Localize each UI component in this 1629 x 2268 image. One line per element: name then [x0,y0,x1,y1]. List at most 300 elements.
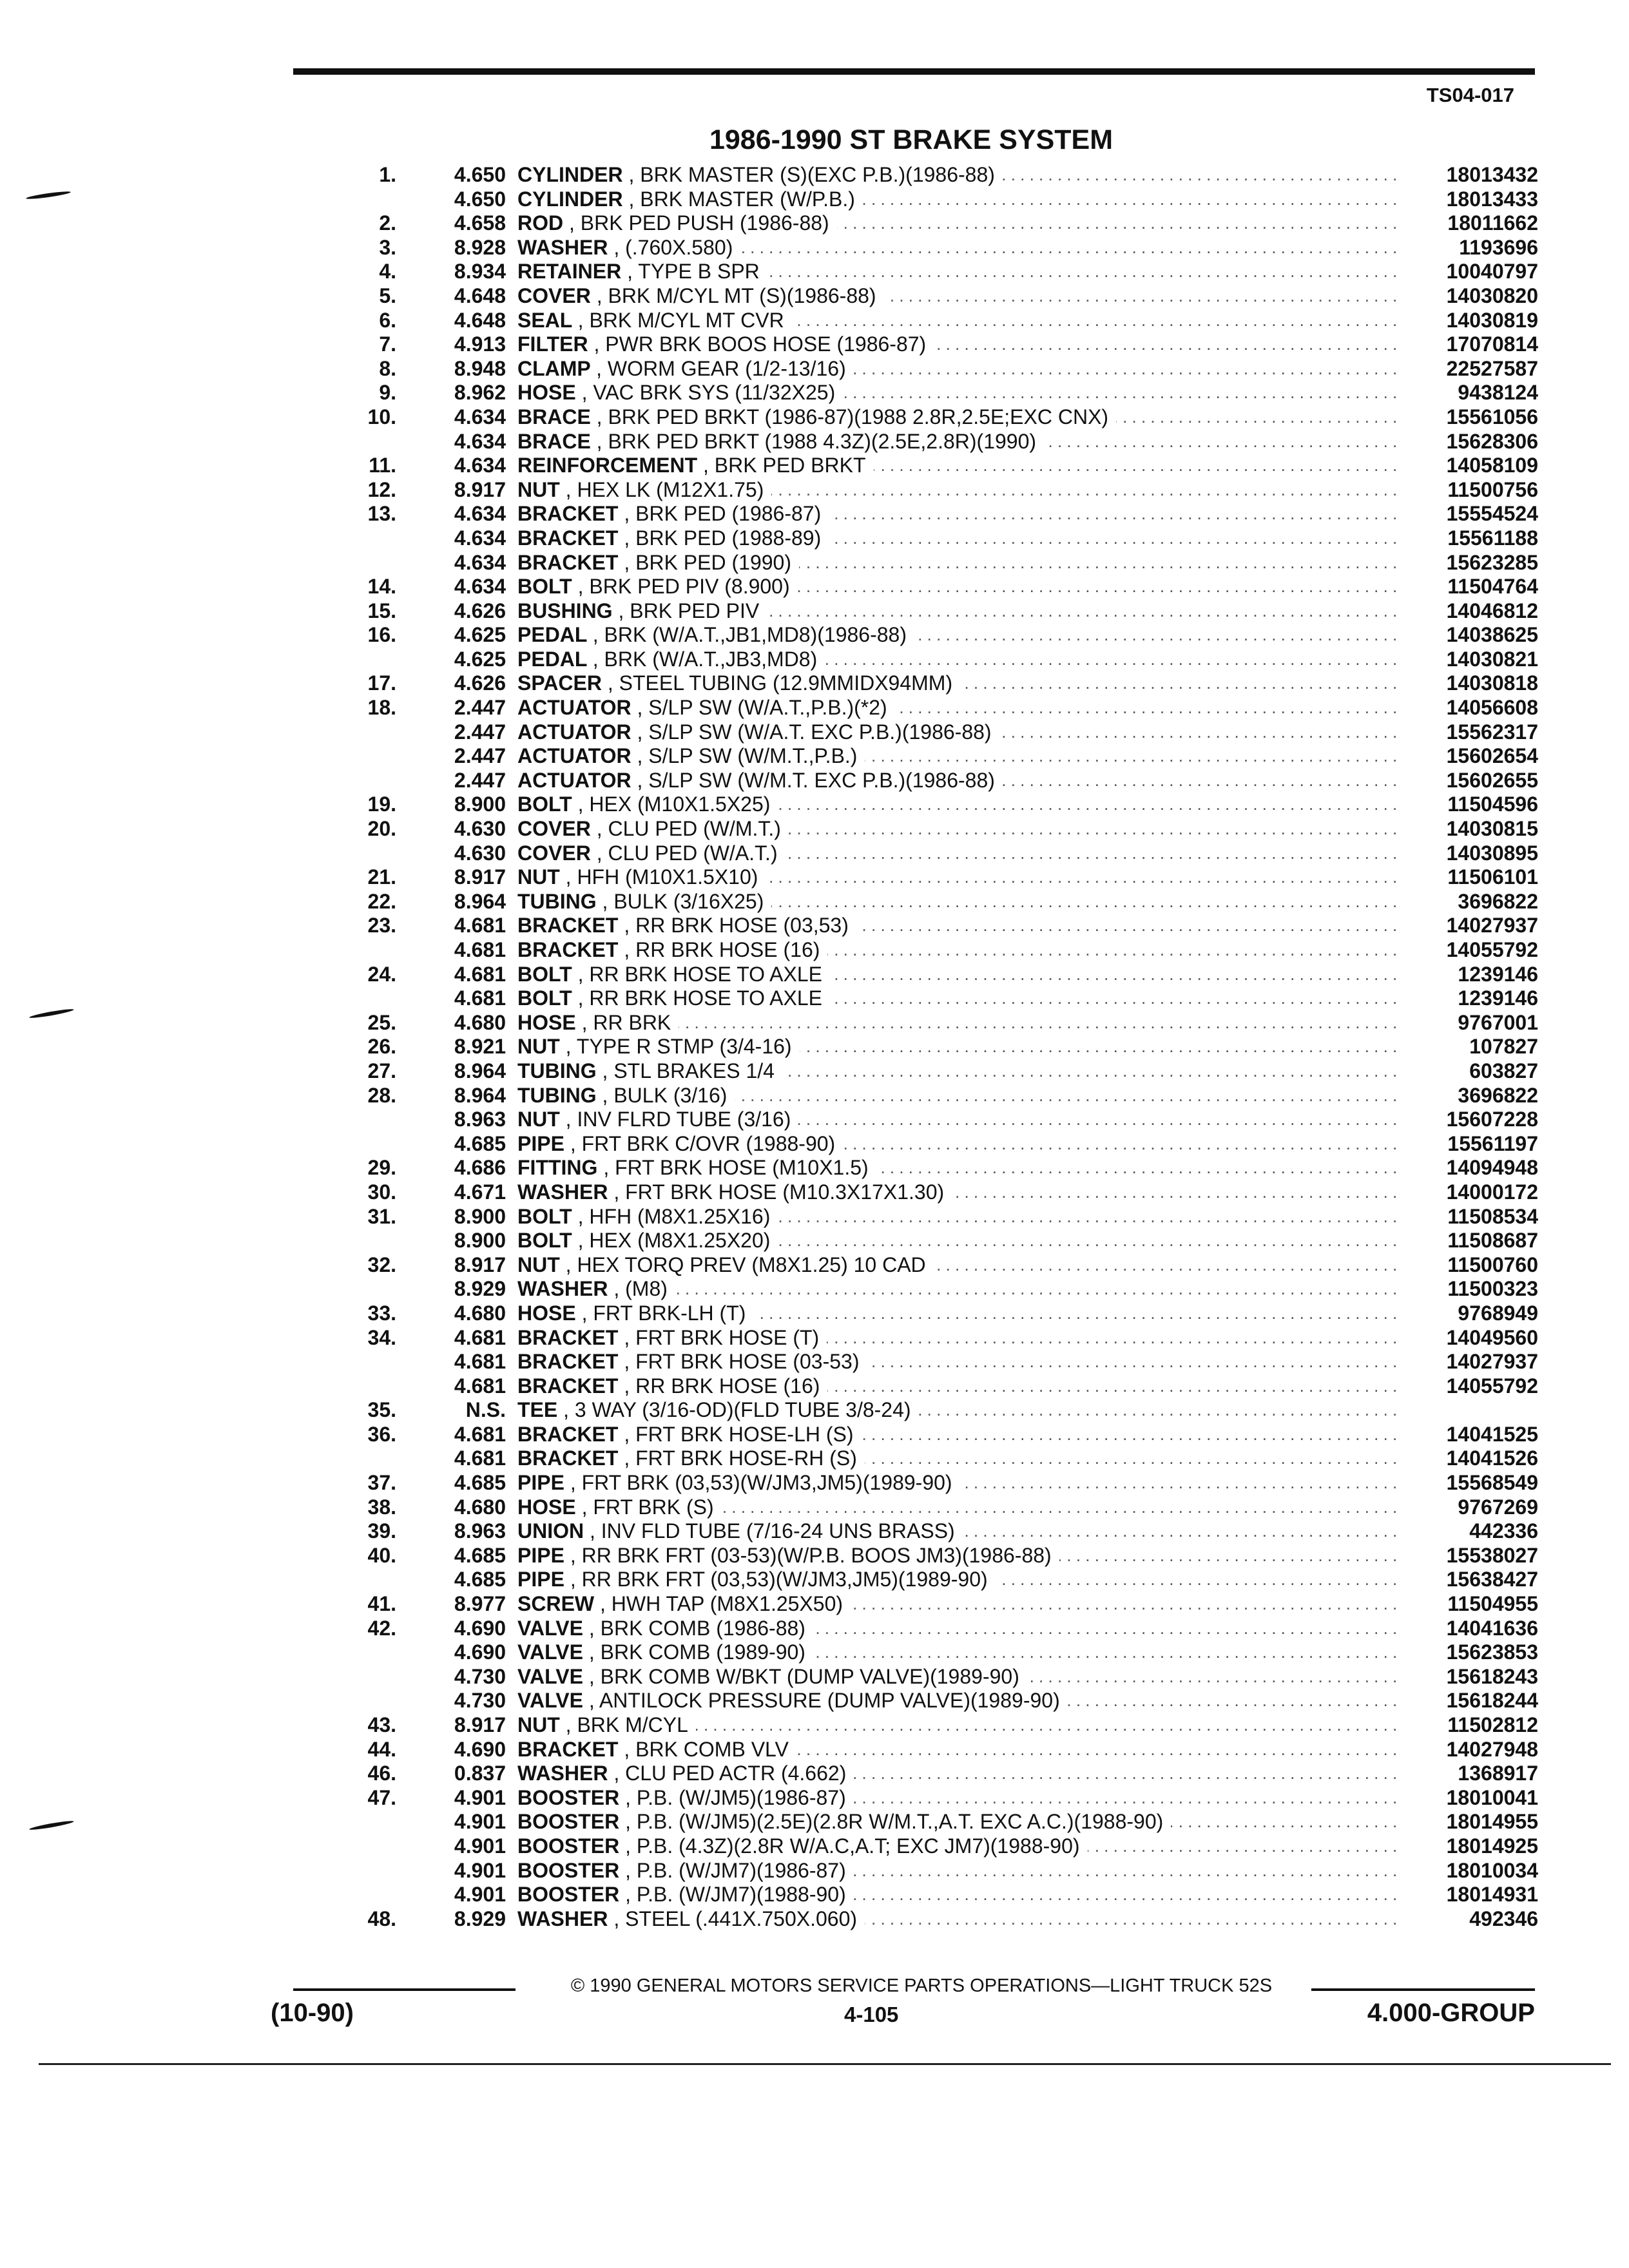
part-detail: , FRT BRK HOSE (M10X1.5) [603,1156,869,1180]
item-number: 44. [367,1737,396,1761]
part-description [517,1229,1396,1253]
part-description [517,865,1396,890]
parts-row [332,599,1538,624]
part-noun: PIPE [517,1131,564,1155]
group-number: 4.901 [454,1810,506,1834]
group-number: 8.917 [454,477,506,501]
item-number: 29. [367,1156,396,1180]
part-description [517,671,1396,696]
part-noun: BRACKET [517,1350,619,1374]
part-description [517,236,1396,260]
part-detail: , FRT BRK HOSE (03-53) [624,1350,860,1374]
part-number: 11504596 [1447,793,1538,816]
part-description [517,381,1396,405]
group-number: 4.625 [454,623,506,647]
part-description [517,1277,1396,1302]
part-number: 11508534 [1447,1204,1538,1228]
parts-row [332,236,1538,260]
part-description [517,575,1396,599]
item-number: 42. [367,1616,396,1640]
part-number: 18010034 [1446,1858,1538,1882]
part-detail: , BRK PED PUSH (1986-88) [569,211,829,235]
item-number: 1. [379,163,396,186]
part-detail: , BULK (3/16X25) [602,889,764,913]
group-number: 8.963 [454,1519,506,1543]
part-description [517,938,1396,963]
part-noun: WASHER [517,235,608,259]
item-number: 38. [367,1495,396,1519]
part-number: 1239146 [1458,962,1538,986]
part-number: 15538027 [1446,1543,1538,1567]
part-noun: NUT [517,1253,560,1276]
group-number: 8.934 [454,260,506,284]
part-noun: COVER [517,817,591,841]
part-description [517,211,1396,236]
part-noun: WASHER [517,1180,608,1204]
top-rule [293,68,1535,75]
group-number: 4.630 [454,841,506,865]
part-description [517,551,1396,575]
part-noun: BOLT [517,962,572,986]
part-detail: , TYPE B SPR [627,260,760,284]
part-noun: RETAINER [517,260,622,284]
part-noun: WASHER [517,1907,608,1930]
part-description [517,526,1396,551]
part-number: 15618243 [1446,1664,1538,1688]
group-number: 4.648 [454,284,506,307]
parts-row [332,1519,1538,1544]
parts-row [332,1277,1538,1302]
part-detail: , BRK PED BRKT (1988 4.3Z)(2.5E,2.8R)(1990) [596,429,1037,453]
part-noun: TUBING [517,1059,597,1082]
parts-row [332,1665,1538,1689]
item-number: 35. [367,1398,396,1422]
part-description [517,1786,1396,1811]
parts-row [332,1859,1538,1883]
part-detail: , HFH (M10X1.5X10) [565,865,758,889]
part-number: 107827 [1469,1035,1538,1059]
part-number: 11500756 [1447,477,1538,501]
part-description [517,817,1396,841]
item-number: 31. [367,1204,396,1228]
part-description [517,357,1396,381]
group-number: 8.977 [454,1592,506,1616]
part-noun: TEE [517,1398,558,1422]
item-number: 20. [367,817,396,841]
part-description [517,1519,1396,1544]
group-number: 8.964 [454,889,506,913]
part-noun: BRACE [517,429,591,453]
item-number: 27. [367,1059,396,1082]
part-description [517,454,1396,478]
bottom-rule [39,2063,1611,2065]
part-detail: , P.B. (W/JM7)(1988-90) [625,1883,846,1907]
parts-row [332,551,1538,575]
group-number: 4.690 [454,1616,506,1640]
part-description [517,1423,1396,1447]
item-number: 24. [367,962,396,986]
parts-row [332,671,1538,696]
part-noun: REINFORCEMENT [517,454,698,477]
part-noun: WASHER [517,1277,608,1301]
parts-row [332,986,1538,1011]
parts-row [332,744,1538,769]
part-detail: , P.B. (4.3Z)(2.8R W/A.C,A.T; EXC JM7)(1988-90) [625,1834,1080,1858]
part-description [517,1398,1396,1423]
part-detail: , BRK (W/A.T.,JB1,MD8)(1986-88) [592,623,907,647]
parts-row [332,478,1538,503]
parts-row [332,1423,1538,1447]
group-number: 8.962 [454,381,506,405]
group-number: 0.837 [454,1762,506,1785]
item-number: 47. [367,1785,396,1809]
parts-row [332,163,1538,187]
group-number: 4.648 [454,308,506,332]
part-noun: CYLINDER [517,163,623,186]
part-detail: , STEEL (.441X.750X.060) [613,1907,858,1930]
scan-mark [26,190,71,200]
part-description [517,309,1396,333]
part-number: 14041526 [1446,1446,1538,1470]
item-number: 43. [367,1713,396,1736]
item-number: 10. [367,405,396,428]
part-number: 14056608 [1446,696,1538,720]
part-description [517,284,1396,309]
parts-row [332,623,1538,648]
part-description [517,1446,1396,1471]
group-number: 8.929 [454,1907,506,1930]
part-detail: , BRK PED (1986-87) [624,502,822,526]
part-detail: , WORM GEAR (1/2-13/16) [596,356,846,380]
part-number: 15618244 [1446,1689,1538,1713]
part-noun: SEAL [517,308,572,332]
group-number: 4.634 [454,454,506,477]
part-description [517,1302,1396,1326]
group-number: 4.650 [454,163,506,186]
item-number: 30. [367,1180,396,1204]
parts-row [332,1544,1538,1568]
part-noun: CLAMP [517,356,591,380]
part-description [517,841,1396,866]
part-noun: PEDAL [517,647,587,671]
part-number: 14030821 [1446,647,1538,671]
part-noun: NUT [517,1108,560,1131]
parts-row [332,187,1538,212]
parts-row [332,1786,1538,1811]
part-noun: HOSE [517,1495,576,1519]
part-description [517,1713,1396,1738]
parts-row [332,1229,1538,1253]
group-number: 8.963 [454,1108,506,1131]
part-detail: , P.B. (W/JM5)(1986-87) [625,1785,846,1809]
part-noun: BRACKET [517,526,619,550]
part-number: 1239146 [1458,986,1538,1010]
parts-row [332,405,1538,430]
part-description [517,1374,1396,1399]
part-noun: PIPE [517,1543,564,1567]
part-detail: , BRK PED BRKT [703,454,866,477]
item-number: 18. [367,696,396,720]
group-number: 4.650 [454,187,506,211]
part-noun: NUT [517,865,560,889]
part-noun: ROD [517,211,564,235]
item-number: 11. [369,454,396,477]
part-detail: , RR BRK FRT (03-53)(W/P.B. BOOS JM3)(1986-88) [570,1543,1052,1567]
group-number: 4.680 [454,1301,506,1325]
part-detail: , BRK PED BRKT (1986-87)(1988 2.8R,2.5E;EXC CNX) [596,405,1109,428]
part-description [517,163,1396,187]
part-number: 14058109 [1446,454,1538,477]
group-number: 4.730 [454,1689,506,1713]
part-noun: NUT [517,477,560,501]
part-number: 15602655 [1446,768,1538,792]
group-number: 4.634 [454,550,506,574]
item-number: 9. [379,381,396,405]
part-description [517,1495,1396,1520]
part-detail: , FRT BRK HOSE-LH (S) [624,1422,854,1446]
part-detail: , BRK MASTER (W/P.B.) [628,187,855,211]
parts-row [332,963,1538,987]
parts-row [332,1738,1538,1762]
parts-row [332,1762,1538,1786]
part-noun: PIPE [517,1568,564,1591]
group-number: 8.964 [454,1083,506,1107]
part-detail: , RR BRK [581,1010,671,1034]
parts-row [332,793,1538,817]
part-noun: BUSHING [517,599,613,622]
part-noun: BOLT [517,793,572,816]
group-number: 2.447 [454,768,506,792]
group-number: 8.900 [454,793,506,816]
item-number: 12. [367,477,396,501]
part-noun: PIPE [517,1471,564,1495]
part-detail: , BRK PED (1988-89) [624,526,822,550]
footer-rule-left [293,1988,516,1991]
part-number: 17070814 [1446,332,1538,356]
group-number: 8.917 [454,1713,506,1736]
part-description [517,1689,1396,1713]
part-description [517,1108,1396,1132]
part-description [517,502,1396,526]
part-description [517,769,1396,793]
part-number: 15561197 [1447,1131,1538,1155]
item-number: 22. [367,889,396,913]
part-number: 442336 [1469,1519,1538,1543]
parts-row [332,1180,1538,1205]
part-noun: SCREW [517,1592,595,1616]
item-number: 40. [367,1543,396,1567]
part-noun: VALVE [517,1640,583,1664]
part-description [517,1834,1396,1859]
part-description [517,986,1396,1011]
part-number: 14000172 [1446,1180,1538,1204]
part-number: 9767269 [1458,1495,1538,1519]
item-number: 23. [367,914,396,937]
group-number: 4.630 [454,817,506,841]
group-number: 4.913 [454,332,506,356]
item-number: 48. [367,1907,396,1930]
part-description [517,478,1396,503]
part-number: 15562317 [1446,720,1538,744]
group-number: 4.680 [454,1010,506,1034]
part-description [517,1592,1396,1617]
part-description [517,1326,1396,1350]
part-number: 492346 [1469,1907,1538,1930]
group-number: 4.685 [454,1568,506,1591]
group-number: 4.681 [454,938,506,961]
item-number: 19. [367,793,396,816]
group-number: 4.626 [454,671,506,695]
part-detail: , BRK PED PIV (8.900) [577,575,790,599]
parts-row [332,1084,1538,1108]
part-number: 9438124 [1458,381,1538,405]
part-detail: , RR BRK HOSE (03,53) [624,914,849,937]
group-number: 8.900 [454,1204,506,1228]
group-number: 2.447 [454,720,506,744]
part-noun: BRACKET [517,1325,619,1349]
parts-row [332,454,1538,478]
part-noun: ACTUATOR [517,744,631,768]
part-detail: , 3 WAY (3/16-OD)(FLD TUBE 3/8-24) [563,1398,911,1422]
part-detail: , FRT BRK-LH (T) [581,1301,746,1325]
group-number: 4.671 [454,1180,506,1204]
group-number: 2.447 [454,744,506,768]
parts-row [332,938,1538,963]
part-detail: , P.B. (W/JM5)(2.5E)(2.8R W/M.T.,A.T. EXC A.C.)(1988-90) [625,1810,1164,1834]
part-number: 18013433 [1446,187,1538,211]
part-description [517,260,1396,284]
parts-row [332,865,1538,890]
part-detail: , HEX (M8X1.25X20) [577,1229,771,1253]
part-description [517,1471,1396,1495]
part-detail: , CLU PED ACTR (4.662) [613,1762,847,1785]
group-number: 8.917 [454,1253,506,1276]
part-detail: , HWH TAP (M8X1.25X50) [600,1592,843,1616]
part-noun: BRACKET [517,938,619,961]
part-description [517,405,1396,430]
part-number: 11508687 [1447,1229,1538,1253]
parts-row [332,1011,1538,1035]
parts-row [332,1713,1538,1738]
part-detail: , BRK (W/A.T.,JB3,MD8) [592,647,818,671]
part-detail: , BRK MASTER (S)(EXC P.B.)(1986-88) [628,163,995,186]
parts-row [332,1689,1538,1713]
part-detail: , HFH (M8X1.25X16) [577,1204,771,1228]
part-description [517,1544,1396,1568]
part-detail: , RR BRK HOSE TO AXLE [577,962,822,986]
part-noun: BRACKET [517,550,619,574]
part-description [517,1762,1396,1786]
item-number: 41. [367,1592,396,1616]
parts-row [332,1374,1538,1399]
part-description [517,914,1396,938]
item-number: 36. [367,1422,396,1446]
parts-row [332,914,1538,938]
part-detail: , RR BRK HOSE (16) [624,938,820,961]
part-detail: , BRK M/CYL MT CVR [577,308,784,332]
part-detail: , FRT BRK (S) [581,1495,714,1519]
item-number: 17. [367,671,396,695]
parts-row [332,502,1538,526]
part-detail: , RR BRK HOSE TO AXLE [577,986,822,1010]
part-detail: , S/LP SW (W/A.T. EXC P.B.)(1986-88) [637,720,992,744]
part-noun: BOLT [517,1229,572,1253]
part-detail: , HEX LK (M12X1.75) [565,477,764,501]
part-number: 11502812 [1447,1713,1538,1736]
parts-row [332,1617,1538,1641]
part-noun: FILTER [517,332,588,356]
group-number: 8.929 [454,1277,506,1301]
part-noun: BRACKET [517,1446,619,1470]
part-description [517,1738,1396,1762]
part-description [517,1011,1396,1035]
part-number: 14038625 [1446,623,1538,647]
part-number: 14027937 [1446,1350,1538,1374]
part-description [517,187,1396,212]
part-number: 14030815 [1446,817,1538,841]
part-number: 3696822 [1458,1083,1538,1107]
part-description [517,1205,1396,1229]
part-number: 11506101 [1447,865,1538,889]
footer-rule-right [1311,1988,1535,1991]
group-number: 4.690 [454,1640,506,1664]
group-number: 8.928 [454,235,506,259]
item-number: 33. [367,1301,396,1325]
group-number: 4.901 [454,1834,506,1858]
part-detail: , FRT BRK HOSE-RH (S) [624,1446,857,1470]
parts-row [332,284,1538,309]
part-detail: , S/LP SW (W/M.T.,P.B.) [637,744,858,768]
part-detail: , FRT BRK (03,53)(W/JM3,JM5)(1989-90) [570,1471,952,1495]
part-number: 18010041 [1446,1785,1538,1809]
parts-row [332,430,1538,454]
part-detail: , VAC BRK SYS (11/32X25) [581,381,836,405]
part-detail: , P.B. (W/JM7)(1986-87) [625,1858,846,1882]
part-detail: , (M8) [613,1277,668,1301]
item-number: 28. [367,1083,396,1107]
part-detail: , BRK PED (1990) [624,550,791,574]
group-number: 4.681 [454,986,506,1010]
page-title: 1986-1990 ST BRAKE SYSTEM [709,124,1113,155]
part-description [517,793,1396,817]
parts-row [332,1568,1538,1592]
part-detail: , (.760X.580) [613,235,733,259]
part-noun: TUBING [517,1083,597,1107]
group-number: 8.964 [454,1059,506,1082]
group-number: 8.900 [454,1229,506,1253]
part-number: 14030895 [1446,841,1538,865]
group-number: 4.680 [454,1495,506,1519]
group-number: 4.685 [454,1131,506,1155]
part-detail: , INV FLD TUBE (7/16-24 UNS BRASS) [590,1519,955,1543]
parts-row [332,381,1538,405]
part-number: 15602654 [1446,744,1538,768]
parts-row [332,1253,1538,1278]
part-number: 11500323 [1447,1277,1538,1301]
item-number: 3. [379,235,396,259]
part-number: 9768949 [1458,1301,1538,1325]
part-noun: COVER [517,841,591,865]
part-number: 15607228 [1446,1108,1538,1131]
item-number: 26. [367,1035,396,1059]
group-number: 4.730 [454,1664,506,1688]
part-description [517,1035,1396,1059]
document-id: TS04-017 [1426,84,1514,106]
parts-row [332,575,1538,599]
parts-row [332,1592,1538,1617]
parts-row [332,1059,1538,1084]
part-noun: BRACKET [517,1737,619,1761]
